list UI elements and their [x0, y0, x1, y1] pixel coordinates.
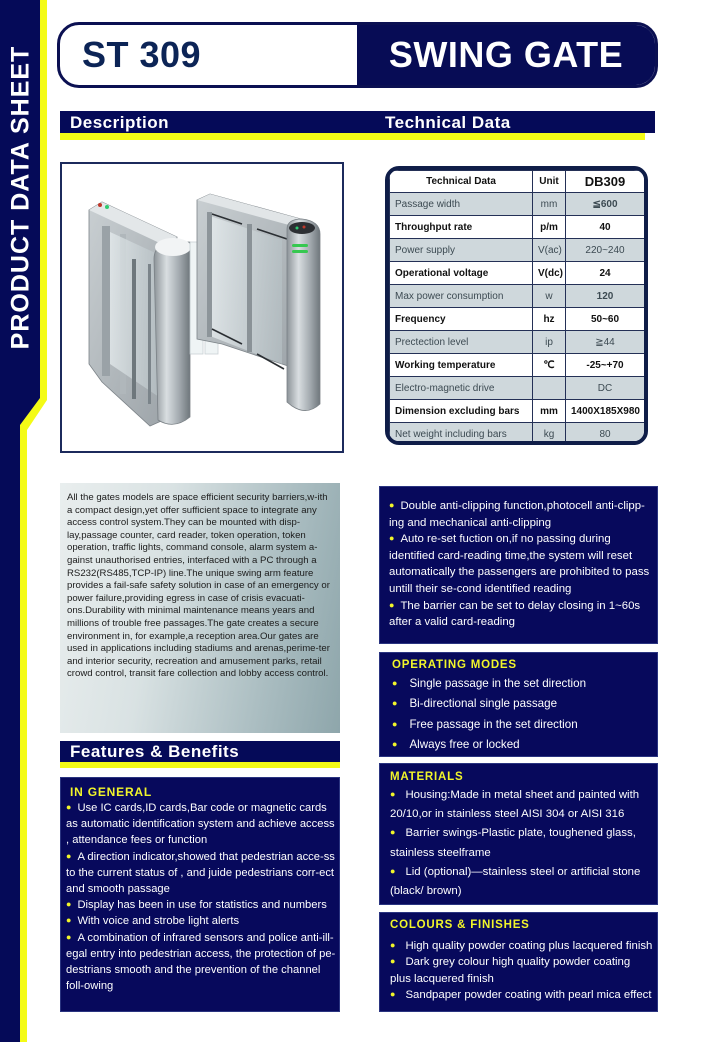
- spec-value: 40: [566, 216, 645, 239]
- side-band-title: PRODUCT DATA SHEET: [6, 45, 35, 350]
- bullet-icon: ●: [389, 533, 395, 544]
- spec-unit: hz: [533, 308, 566, 331]
- anti-clipping-item: ● The barrier can be set to delay closing in 1~60s after a valid card-reading: [389, 599, 641, 629]
- bullet-icon: ●: [66, 899, 72, 910]
- product-image: [60, 162, 344, 453]
- bullet-icon: ●: [392, 739, 398, 750]
- bullet-icon: ●: [389, 500, 395, 510]
- spec-row-passage-width: [390, 193, 645, 216]
- spec-name: Dimension excluding bars: [390, 400, 533, 423]
- spec-table-header-row: [390, 171, 645, 193]
- spec-unit: w: [533, 285, 566, 308]
- spec-value: 120: [566, 285, 645, 308]
- spec-name: Net weight including bars: [390, 423, 533, 446]
- operating-mode-item: ● Bi-directional single passage: [392, 697, 558, 711]
- model-name: ST 309: [82, 34, 202, 75]
- in-general-title: IN GENERAL: [70, 785, 153, 799]
- spec-row-protection-level: [390, 331, 645, 354]
- bullet-icon: ●: [66, 915, 72, 926]
- spec-header-model: DB309: [566, 171, 645, 193]
- spec-name: Throughput rate: [390, 216, 533, 239]
- spec-name: Max power consumption: [390, 285, 533, 308]
- spec-row-drive: [390, 377, 645, 400]
- spec-value: 24: [566, 262, 645, 285]
- bullet-icon: ●: [390, 789, 396, 799]
- in-general-item: ● A direction indicator,showed that pedestrian acce-ss to the current status of , and juide pedestrians corr-ect and smooth passage: [66, 850, 335, 896]
- spec-row-net-weight: [390, 423, 645, 446]
- anti-clipping-item: ● Double anti-clipping function,photocell anti-clipp-ing and mechanical anti-clipping: [389, 500, 645, 529]
- spec-unit: ip: [533, 331, 566, 354]
- bullet-icon: ●: [66, 802, 72, 812]
- anti-clipping-block: [379, 486, 658, 644]
- product-name: SWING GATE: [388, 34, 624, 75]
- title-banner: [57, 22, 658, 88]
- colours-finishes-item: ● High quality powder coating plus lacquered finish: [390, 940, 653, 952]
- bullet-icon: ●: [390, 989, 396, 1000]
- spec-value: 80: [566, 423, 645, 446]
- spec-unit: V(ac): [533, 239, 566, 262]
- swing-gate-icon: [62, 164, 342, 451]
- spec-name: Working temperature: [390, 354, 533, 377]
- in-general-item: ● With voice and strobe light alerts: [66, 915, 240, 928]
- bullet-icon: ●: [66, 931, 72, 942]
- spec-row-operational-voltage: [390, 262, 645, 285]
- bullet-icon: ●: [392, 678, 398, 688]
- spec-name: Passage width: [390, 193, 533, 216]
- model-name-panel: [60, 25, 357, 85]
- spec-unit: ℃: [533, 354, 566, 377]
- in-general-block: [60, 777, 340, 1012]
- operating-mode-item: ● Always free or locked: [392, 738, 520, 752]
- bullet-icon: ●: [389, 599, 395, 610]
- spec-table: [389, 170, 645, 445]
- operating-modes-block: [379, 652, 658, 757]
- side-band-title-wrap: [3, 0, 39, 395]
- technical-data-table: [385, 166, 648, 445]
- operating-modes-title: OPERATING MODES: [392, 659, 517, 671]
- bullet-icon: ●: [392, 718, 398, 729]
- materials-title: MATERIALS: [390, 771, 464, 783]
- features-header-bar: [60, 741, 340, 768]
- materials-item: ● Lid (optional)—stainless steel or artificial stone (black/ brown): [390, 865, 641, 898]
- spec-name: Frequency: [390, 308, 533, 331]
- spec-name: Electro-magnetic drive: [390, 377, 533, 400]
- materials-item: ● Barrier swings-Plastic plate, toughened glass, stainless steelframe: [390, 827, 636, 859]
- materials-item: ● Housing:Made in metal sheet and painted with 20/10,or in stainless steel AISI 304 or AISI 316: [390, 789, 640, 821]
- in-general-item: ● Use IC cards,ID cards,Bar code or magnetic cards as automatic identification system and achieve access , attendance fees or function: [66, 802, 335, 847]
- spec-row-throughput-rate: [390, 216, 645, 239]
- spec-value: 50~60: [566, 308, 645, 331]
- bullet-icon: ●: [392, 698, 398, 709]
- spec-row-power-supply: [390, 239, 645, 262]
- anti-clipping-item: ● Auto re-set fuction on,if no passing during identified card-reading time,the system will reset automatically the passengers are prohibited to pass untill their se-cond identified reading: [389, 533, 650, 595]
- spec-header-name: Technical Data: [390, 171, 533, 193]
- description-text: All the gates models are space efficient security barriers,w-ith a compact design,yet offer sufficient space to integrate any access control system.They can be mounted with disp-lay,passage counter, card reader, token operation, token operation, traffic lights, command console, alarm system a-gainst unauthorised entries, interfaced with a PC through a RS232(RS485,TCP-IP) line.The unique swing arm feature provides a fail-safe safety solution in case of an emergency or power failure,providing egress in case of crisis evacuati-ons.Durability with minimal maintenance means years and millions of trouble free passages.The gate creates a secure environment in, for example,a reception area.Our gates are used in applications including stadiums and arenas,perime-ter and interior security, recreation and amusement parks, retail crowd control, transit fare collection and lobby access control.: [67, 492, 330, 680]
- technical-data-heading: Technical Data: [385, 113, 511, 132]
- description-heading: Description: [70, 113, 170, 132]
- spec-name: Prectection level: [390, 331, 533, 354]
- spec-row-max-power: [390, 285, 645, 308]
- spec-value: DC: [566, 377, 645, 400]
- colours-finishes-title: COLOURS & FINISHES: [390, 919, 530, 931]
- operating-mode-item: ● Free passage in the set direction: [392, 717, 578, 731]
- description-box: [60, 483, 340, 733]
- spec-unit: kg: [533, 423, 566, 446]
- features-header-underline: [60, 762, 340, 768]
- spec-row-working-temperature: [390, 354, 645, 377]
- spec-value: 220~240: [566, 239, 645, 262]
- colours-finishes-block: [379, 912, 658, 1012]
- in-general-item: ● A combination of infrared sensors and police anti-ill-egal entry into pedestrian access, the protection of pe-destrians smooth and the prevention of the channel foll-owing: [66, 931, 336, 993]
- bullet-icon: ●: [390, 940, 396, 950]
- bullet-icon: ●: [66, 850, 72, 861]
- side-band: [0, 0, 60, 1042]
- spec-unit: p/m: [533, 216, 566, 239]
- spec-unit: mm: [533, 400, 566, 423]
- spec-name: Operational voltage: [390, 262, 533, 285]
- section-header-underline: [60, 133, 645, 140]
- colours-finishes-item: ● Sandpaper powder coating with pearl mica effect: [390, 989, 652, 1002]
- spec-value: ≧44: [566, 331, 645, 354]
- features-heading: Features & Benefits: [70, 742, 240, 761]
- spec-value: -25~+70: [566, 354, 645, 377]
- materials-block: [379, 763, 658, 905]
- spec-row-dimension: [390, 400, 645, 423]
- spec-name: Power supply: [390, 239, 533, 262]
- bullet-icon: ●: [390, 956, 396, 967]
- spec-value: 1400X185X980: [566, 400, 645, 423]
- spec-unit: mm: [533, 193, 566, 216]
- operating-mode-item: ● Single passage in the set direction: [392, 677, 587, 690]
- in-general-item: ● Display has been in use for statistics and numbers: [66, 899, 327, 912]
- section-header-bar: [60, 111, 655, 140]
- spec-unit: V(dc): [533, 262, 566, 285]
- colours-finishes-item: ● Dark grey colour high quality powder coating plus lacquered finish: [390, 956, 631, 985]
- spec-header-unit: Unit: [533, 171, 566, 193]
- spec-unit: [533, 377, 566, 400]
- bullet-icon: ●: [390, 865, 396, 876]
- product-name-panel: [357, 25, 655, 85]
- bullet-icon: ●: [390, 827, 396, 838]
- spec-row-frequency: [390, 308, 645, 331]
- spec-value: ≦600: [566, 193, 645, 216]
